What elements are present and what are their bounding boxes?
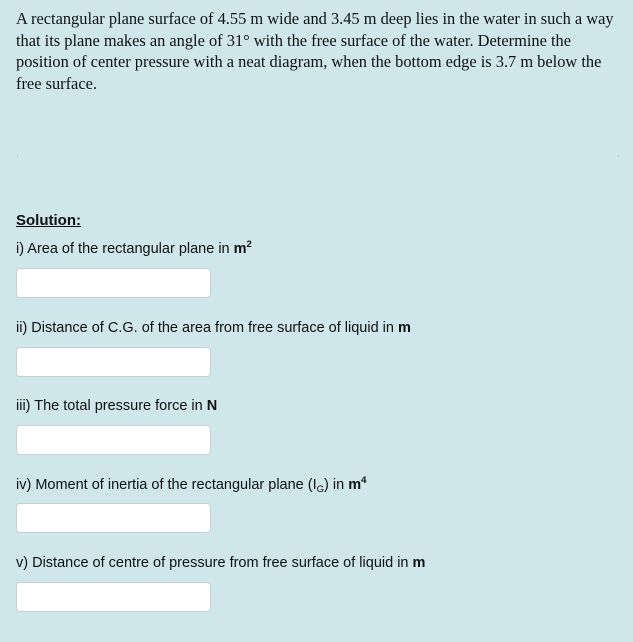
answer-2-input[interactable]: [16, 347, 211, 377]
answer-3-input[interactable]: [16, 425, 211, 455]
solution-heading: Solution:: [16, 212, 81, 229]
divider-mark-right: [618, 155, 619, 157]
answer-5-input[interactable]: [16, 582, 211, 612]
answer-4-input[interactable]: [16, 503, 211, 533]
problem-statement: A rectangular plane surface of 4.55 m wide and 3.45 m deep lies in the water in such a way that its plane makes an angle of 31° with the free surface of the water. Determine the position of center pressure with a neat diagram, when the bottom edge is 3.7 m below the free surface.: [16, 9, 614, 93]
question-3-label: iii) The total pressure force in N: [16, 398, 218, 414]
divider-mark-left: [17, 155, 18, 157]
question-5-label: v) Distance of centre of pressure from free surface of liquid in m: [16, 555, 426, 571]
question-2-label: ii) Distance of C.G. of the area from free surface of liquid in m: [16, 320, 411, 336]
answer-1-input[interactable]: [16, 268, 211, 298]
question-4-label: iv) Moment of inertia of the rectangular plane $(I_G)$ in $m^4$: [16, 475, 367, 495]
question-1-label: i) Area of the rectangular plane in $m^2$: [16, 239, 252, 257]
